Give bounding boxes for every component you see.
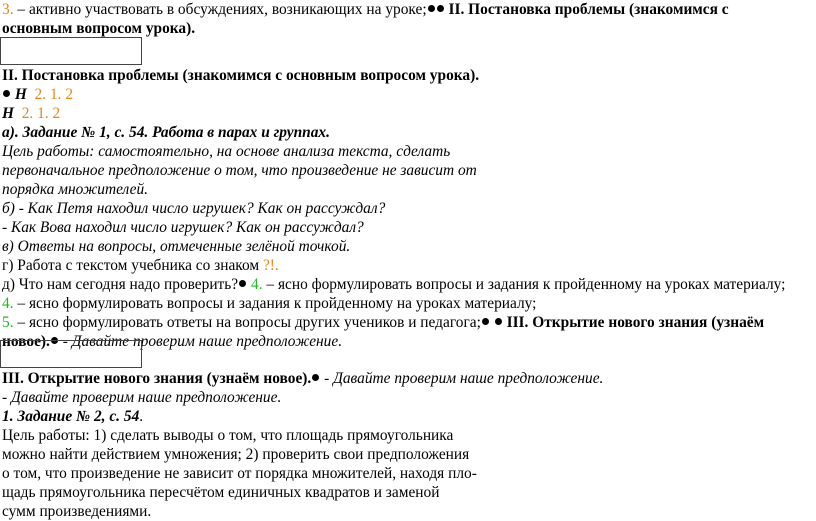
line-14 — [2, 275, 785, 294]
line-text: – ясно формулировать ответы на вопросы других учеников и педагога; — [13, 314, 481, 331]
section-heading: III. Открытие нового знания (узнаём новое). — [2, 370, 312, 387]
green-dot-icon — [239, 280, 246, 287]
line-7: Цель работы: самостоятельно, на основе анализа текста, сделать — [2, 143, 451, 160]
section-heading: II. Постановка проблемы (знакомимся с основным вопросом урока). — [2, 67, 480, 84]
line-9: порядка множителей. — [2, 181, 148, 198]
item-number: 4. — [251, 276, 263, 293]
line-16 — [2, 313, 764, 332]
marker-h: Н — [14, 86, 27, 103]
line-2: основным вопросом урока). — [2, 20, 196, 37]
line-text: - Давайте проверим наше предположение. — [320, 370, 604, 387]
line-10: б) - Как Петя находил число игрушек? Как он рассуждал? — [2, 200, 386, 217]
line-19: - Давайте проверим наше предположение. — [2, 389, 282, 406]
line-text: – активно участвовать в обсуждениях, возникающих на уроке; — [13, 1, 427, 18]
green-dot-icon — [437, 5, 444, 12]
item-number: 4. — [2, 295, 14, 312]
line-5 — [2, 104, 60, 123]
reference-code: 2. 1. 2 — [34, 86, 74, 103]
line-25: сумм произведениями. — [2, 503, 152, 520]
line-text: – ясно формулировать вопросы и задания к пройденному на уроках материалу; — [13, 295, 537, 312]
line-15 — [2, 294, 536, 313]
green-dot-icon — [3, 90, 10, 97]
green-dot-icon — [495, 318, 502, 325]
marker-h: Н — [2, 105, 14, 122]
line-text: . — [139, 408, 144, 425]
image-placeholder-box — [0, 37, 142, 65]
green-dot-icon — [312, 374, 319, 381]
item-number: 3. — [2, 1, 14, 18]
image-placeholder-box — [0, 340, 142, 368]
section-heading: новое). — [2, 333, 50, 350]
line-18 — [2, 369, 603, 388]
line-8: первоначальное предположение о том, что произведение не зависит от — [2, 162, 477, 179]
line-4 — [2, 85, 73, 104]
task-heading: 1. Задание № 2, с. 54 — [2, 408, 140, 425]
line-22: можно найти действием умножения; 2) проверить свои предположения — [2, 446, 470, 463]
task-heading: а). Задание № 1, с. 54. Работа в парах и группах. — [2, 124, 330, 141]
section-heading: II. Постановка проблемы (знакомимся с — [444, 1, 729, 18]
section-heading: III. Открытие нового знания (узнаём — [502, 314, 765, 331]
line-text: г) Работа с текстом учебника со знаком — [2, 257, 263, 274]
line-text: – ясно формулировать вопросы и задания к пройденному на уроках материалу; — [262, 276, 786, 293]
line-21: Цель работы: 1) сделать выводы о том, что площадь прямоугольника — [2, 427, 454, 444]
line-13 — [2, 256, 279, 275]
line-text: - Давайте проверим наше предположение. — [58, 333, 343, 350]
green-dot-icon — [482, 318, 489, 325]
line-11: - Как Вова находил число игрушек? Как он рассуждал? — [2, 219, 364, 236]
line-24: щадь прямоугольника пересчётом единичных квадратов и заменой — [2, 484, 440, 501]
textbook-sign: ?!. — [262, 257, 279, 274]
line-text: д) Что нам сегодня надо проверить? — [2, 276, 239, 293]
reference-code: 2. 1. 2 — [21, 105, 61, 122]
line-12: в) Ответы на вопросы, отмеченные зелёной точкой. — [2, 238, 351, 255]
line-23: о том, что произведение не зависит от порядка множителей, находя пло- — [2, 465, 477, 482]
green-dot-icon — [428, 5, 435, 12]
item-number: 5. — [2, 314, 14, 331]
line-1 — [2, 0, 729, 19]
line-20 — [2, 407, 143, 426]
